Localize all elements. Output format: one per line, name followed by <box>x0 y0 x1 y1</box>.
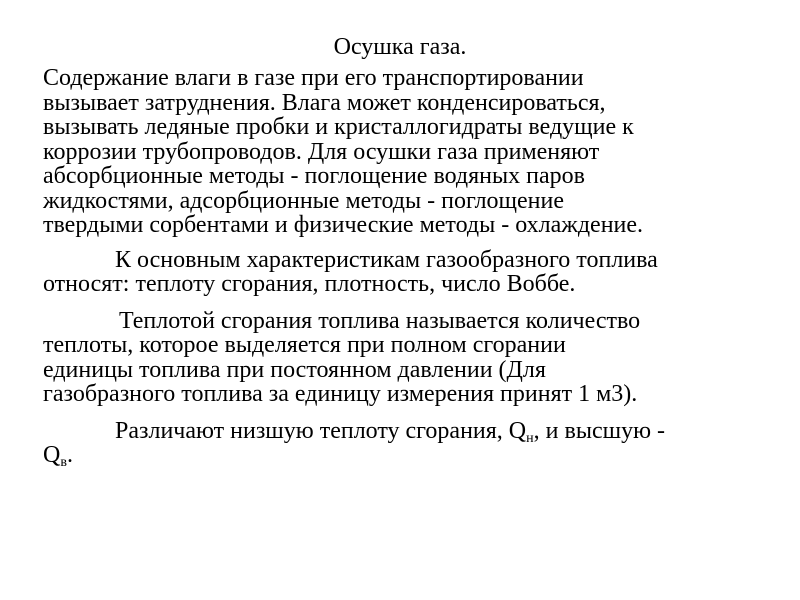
text-line: теплоты, которое выделяется при полном сгорании <box>43 332 566 358</box>
slide-title: Осушка газа. <box>333 34 467 60</box>
text-line: жидкостями, адсорбционные методы - поглощение <box>43 187 565 214</box>
text-line: относят: теплоту сгорания, плотность, число Воббе. <box>43 271 576 297</box>
text-before-qn: Различают низшую теплоту сгорания, Q <box>115 417 527 444</box>
text-line: абсорбционные методы - поглощение водяных паров <box>43 163 585 189</box>
text-line: вызывает затруднения. Влага может конденсироваться, <box>43 89 606 116</box>
subscript-n: н <box>526 430 534 446</box>
paragraph-heat-types <box>43 419 763 468</box>
text-line: единицы топлива при постоянном давлении (Для <box>43 356 546 383</box>
paragraph-gas-drying <box>43 66 763 238</box>
text-line <box>43 309 763 334</box>
qv-symbol: Q <box>43 442 61 468</box>
text-line: коррозии трубопроводов. Для осушки газа применяют <box>43 138 600 165</box>
text-line <box>43 443 763 468</box>
text-line: вызывать ледяные пробки и кристаллогидраты ведущие к <box>43 114 634 140</box>
text-line-content: Теплотой сгорания топлива называется количество <box>119 307 641 334</box>
subscript-v: в <box>60 455 67 470</box>
paragraph-heat-definition <box>43 309 763 407</box>
text-line: твердыми сорбентами и физические методы - охлаждение. <box>43 212 644 238</box>
text-end: . <box>66 442 73 468</box>
text-between: , и высшую - <box>533 417 665 444</box>
text-line <box>43 419 763 444</box>
text-line: газобразного топлива за единицу измерения принят 1 м3). <box>43 381 638 407</box>
text-line-content: К основным характеристикам газообразного топлива <box>115 246 658 273</box>
slide-body <box>43 66 763 480</box>
paragraph-characteristics <box>43 248 763 297</box>
text-line <box>43 248 763 273</box>
text-line: Содержание влаги в газе при его транспортировании <box>43 65 584 91</box>
